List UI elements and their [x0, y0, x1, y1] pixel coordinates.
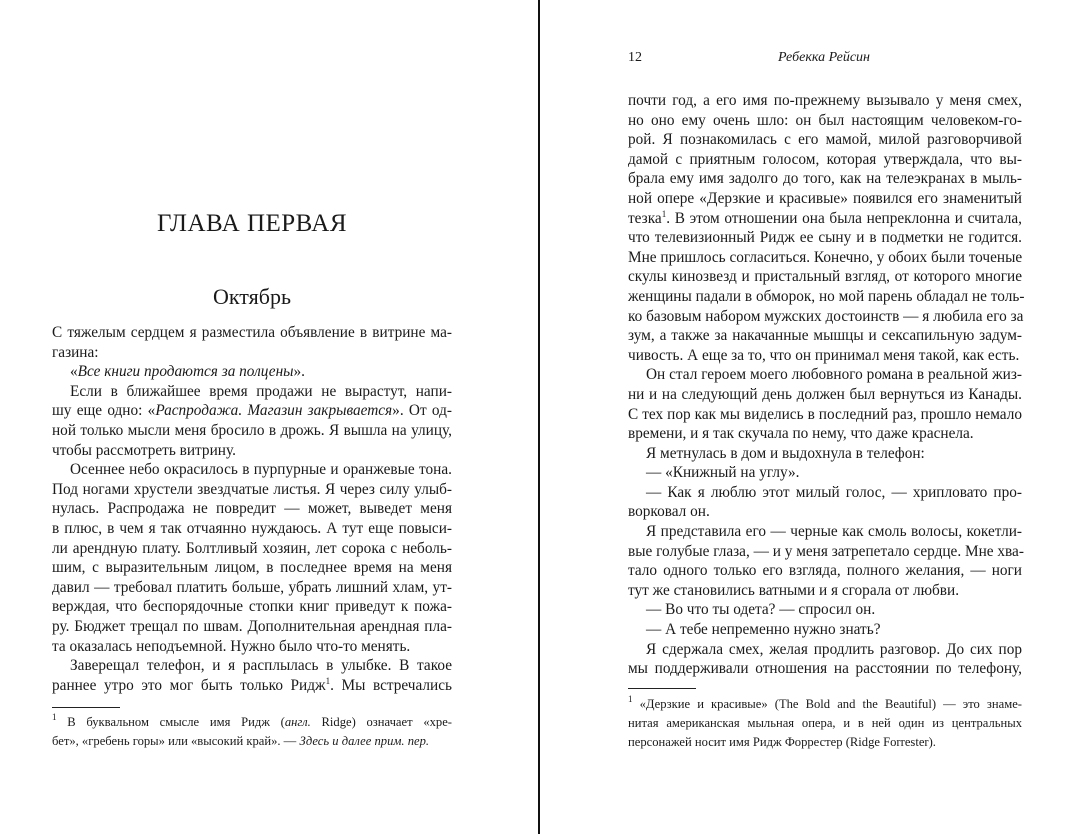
text-line: тало одного только его взгляда, полного желания, — ноги [628, 562, 1022, 580]
text-line: ной только мысли меня бросило в дрожь. Я вышла на улицу, [52, 421, 452, 439]
text-line: газина: [52, 343, 99, 361]
text-line: но оно ему очень шло: он был настоящим человеком-го- [628, 111, 1022, 129]
footnote-rule [628, 688, 696, 689]
text-line: Мне пришлось согласиться. Конечно, у обоих были точеные [628, 248, 1023, 266]
text-line: чивость. А еще за то, что он принимал меня такой, как есть. [628, 346, 1020, 364]
text-line: рой. Я познакомилась с его мамой, милой разговорчивой [628, 131, 1022, 149]
text-line: ворковал он. [628, 503, 710, 521]
text-line: почти год, а его имя по-прежнему вызывало у меня смех, [628, 92, 1022, 109]
text-line: давил — требовал платить больше, убрать лишний хлам, ут- [52, 578, 452, 596]
text-line: ру. Бюджет трещал по швам. Дополнительная арендная пла- [52, 617, 452, 635]
footnote [628, 695, 1022, 751]
text-line: брала ему имя задолго до того, как на телеэкранах в мыль- [628, 170, 1022, 188]
text-line: Я метнулась в дом и выдохнула в телефон: [646, 444, 925, 462]
text-line: вые голубые глаза, — и у меня затрепетало сердце. Мне хва- [628, 542, 1024, 560]
running-head-author: Ребекка Рейсин [778, 50, 870, 65]
footnote-rule [52, 707, 120, 708]
text-line: шу еще одно: «Распродажа. Магазин закрывается». От од- [52, 402, 452, 420]
section-title: Октябрь [213, 284, 291, 309]
text-line: дамой с приятным голосом, которая утверждала, что вы- [628, 150, 1022, 168]
text-line: мы поддерживали отношения на расстоянии по телефону, [628, 660, 1022, 678]
text-line: тезка$^1$. В этом отношении она была непреклонна и считала, [628, 208, 1022, 227]
text-line: — Как я люблю этот милый голос, — хрипловато про- [646, 483, 1022, 501]
text-line: С тех пор как мы виделись в последний раз, прошло немало [628, 405, 1022, 423]
text-line: «Все книги продаются за полцены». [70, 363, 305, 381]
text-line: тут же становились ватными и я сгорала от любви. [628, 581, 960, 599]
text-line: Если в ближайшее время продажи не вырастут, напи- [70, 382, 452, 400]
footnote-line: $^1$ «Дерзкие и красивые» (The Bold and the Beautiful) — это знаме- [628, 694, 1022, 711]
footnote-line: $^1$ В буквальном смысле имя Ридж (англ. Ridge) означает «хре- [52, 712, 452, 729]
text-line: Под ногами хрустели звездчатые листья. Я через силу улыб- [52, 480, 452, 498]
text-line: С тяжелым сердцем я разместила объявление в витрине ма- [52, 324, 452, 341]
text-line: ни и на следующий день должен был вернуться из Канады. [628, 385, 1022, 403]
text-line: — А тебе непременно нужно знать? [646, 621, 881, 639]
text-line: скулы кинозвезд и пристальный взгляд, от которого многие [628, 268, 1022, 286]
text-line: Заверещал телефон, и я расплылась в улыбке. В такое [70, 657, 452, 675]
text-line: — «Книжный на углу». [646, 464, 800, 482]
text-line: верждая, что беспорядочные стопки книг приведут к пожа- [52, 598, 452, 616]
footnote-line: нитая американская мыльная опера, и в ней один из центральных [628, 715, 1022, 730]
text-line: чтобы рассмотреть витрину. [52, 441, 236, 459]
text-line: Осеннее небо окрасилось в пурпурные и оранжевые тона. [70, 461, 452, 479]
text-line: зум, а также за накачанные мышцы и сексапильную задум- [628, 327, 1022, 345]
page-number: 12 [628, 50, 642, 65]
text-line: нулась. Распродажа не повредит — может, выведет меня [52, 500, 452, 518]
text-line: ли арендную плату. Болтливый хозяин, лет сорока с неболь- [52, 539, 452, 557]
right-page [540, 0, 1077, 834]
footnote-line: бет», «гребень горы» или «высокий край». — Здесь и далее прим. пер. [52, 733, 430, 748]
body-text [628, 91, 1025, 679]
text-line: ко базовым набором мужских достоинств — я любила его за [628, 307, 1024, 325]
left-page [0, 0, 538, 834]
text-line: в плюс, в чем я так отчаянно нуждаюсь. А тут еще повыси- [52, 519, 452, 537]
text-line: Я представила его — черные как смоль волосы, кокетли- [646, 523, 1022, 541]
text-line: ной опере «Дерзкие и красивые» появился его знаменитый [628, 189, 1022, 207]
text-line: шим, с выразительным лицом, в последнее время на меня [52, 559, 452, 577]
footnote [52, 713, 452, 751]
body-text [52, 323, 452, 695]
text-line: Я сдержала смех, желая продлить разговор. До сих пор [646, 640, 1022, 658]
chapter-title: ГЛАВА ПЕРВАЯ [156, 210, 348, 237]
text-line: раннее утро это мог быть только Ридж$^1$. Мы встречались [52, 675, 453, 694]
text-line: Он стал героем моего любовного романа в реальной жиз- [646, 366, 1022, 384]
text-line: что телевизионный Ридж ее сыну и в подметки не годится. [628, 229, 1022, 247]
text-line: времени, и я так скучала по нему, что даже краснела. [628, 425, 974, 443]
text-line: — Во что ты одета? — спросил он. [646, 601, 876, 619]
text-line: та оказалась неподъемной. Нужно было что-то менять. [52, 637, 411, 655]
text-line: женщины падали в обморок, но мой парень обладал не толь- [628, 287, 1025, 305]
footnote-line: персонажей носит имя Ридж Форрестер (Ridge Forrester). [628, 734, 936, 749]
